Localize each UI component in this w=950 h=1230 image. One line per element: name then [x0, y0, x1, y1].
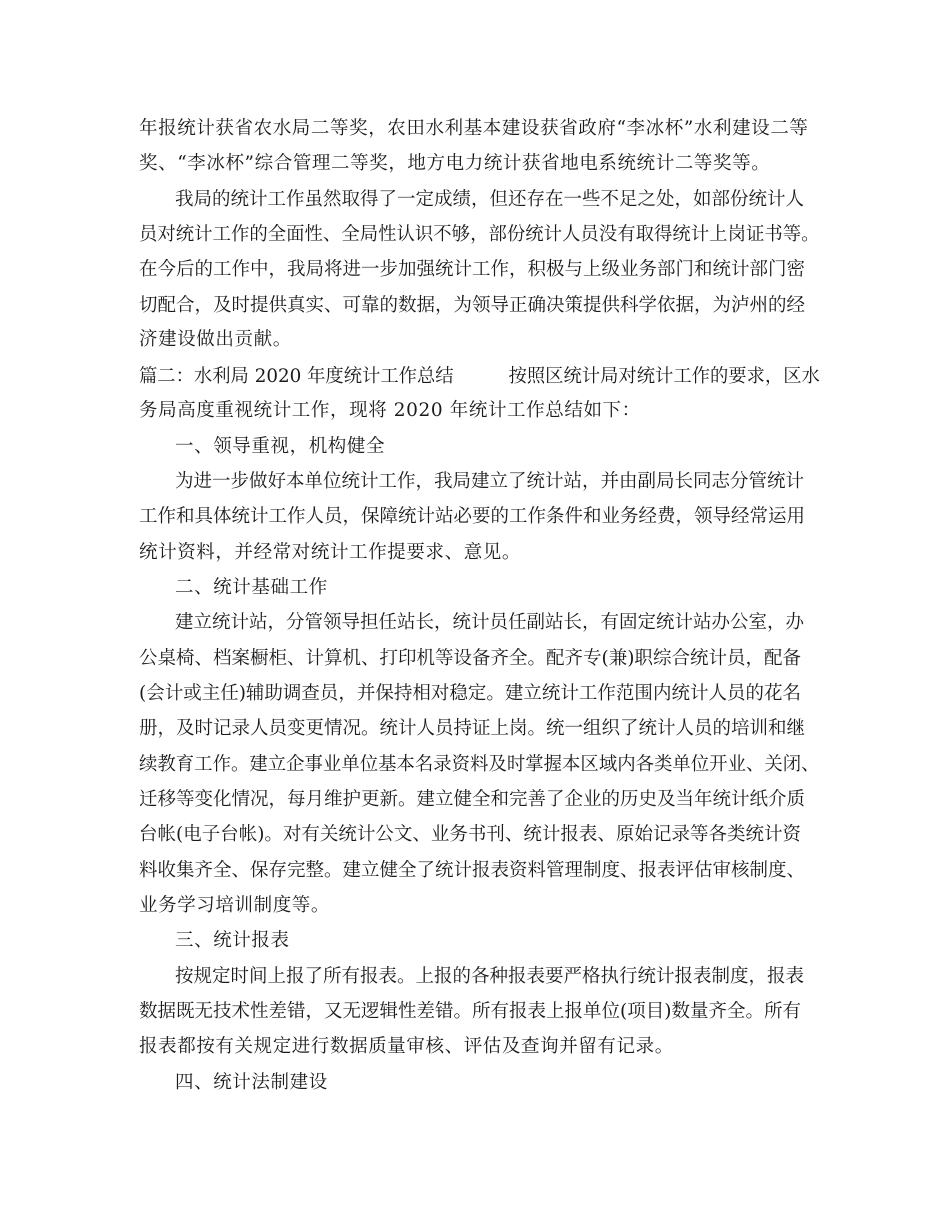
paragraph-start-line: 按规定时间上报了所有报表。上报的各种报表要严格执行统计报表制度，报表: [175, 966, 805, 987]
text-line: 业务学习培训制度等。: [139, 895, 331, 916]
heading-leadership: 一、领导重视，机构健全: [175, 436, 386, 457]
section-title-line: 篇二：水利局 2020 年度统计工作总结 按照区统计局对统计工作的要求，区水: [139, 366, 820, 387]
paragraph-start-line: 我局的统计工作虽然取得了一定成绩，但还存在一些不足之处，如部份统计人: [175, 189, 805, 210]
text-line: 员对统计工作的全面性、全局性认识不够，部份统计人员没有取得统计上岗证书等。: [139, 224, 820, 245]
heading-reports: 三、统计报表: [175, 930, 290, 951]
paragraph-start-line: 建立统计站，分管领导担任站长，统计员任副站长，有固定统计站办公室，办: [175, 612, 805, 633]
text-line: 数据既无技术性差错，又无逻辑性差错。所有报表上报单位(项目)数量齐全。所有: [139, 1001, 801, 1022]
text-line: 工作和具体统计工作人员，保障统计站必要的工作条件和业务经费，领导经常运用: [139, 506, 806, 527]
text-line: 切配合，及时提供真实、可靠的数据，为领导正确决策提供科学依据，为泸州的经: [139, 295, 806, 316]
paragraph-start-line: 为进一步做好本单位统计工作，我局建立了统计站，并由副局长同志分管统计: [175, 471, 805, 492]
text-line: 迁移等变化情况，每月维护更新。建立健全和完善了企业的历史及当年统计纸介质: [139, 789, 806, 810]
text-line: 在今后的工作中，我局将进一步加强统计工作，积极与上级业务部门和统计部门密: [139, 259, 806, 280]
text-line: (会计或主任)辅助调查员，并保持相对稳定。建立统计工作范围内统计人员的花名: [139, 683, 801, 704]
text-line: 济建设做出贡献。: [139, 329, 292, 350]
text-line: 续教育工作。建立企事业单位基本名录资料及时掌握本区域内各类单位开业、关闭、: [139, 754, 820, 775]
heading-legal-system: 四、统计法制建设: [175, 1072, 328, 1093]
heading-basic-work: 二、统计基础工作: [175, 577, 328, 598]
text-line: 报表都按有关规定进行数据质量审核、评估及查询并留有记录。: [139, 1036, 674, 1057]
text-line: 册，及时记录人员变更情况。统计人员持证上岗。统一组织了统计人员的培训和继: [139, 718, 806, 739]
text-line: 年报统计获省农水局二等奖，农田水利基本建设获省政府“李冰杯”水利建设二等: [139, 118, 809, 139]
text-line: 台帐(电子台帐)。对有关统计公文、业务书刊、统计报表、原始记录等各类统计资: [139, 824, 801, 845]
text-line: 奖、“李冰杯”综合管理二等奖，地方电力统计获省地电系统统计二等奖等。: [139, 153, 771, 174]
text-line: 务局高度重视统计工作，现将 2020 年统计工作总结如下：: [139, 400, 641, 421]
text-line: 料收集齐全、保存完整。建立健全了统计报表资料管理制度、报表评估审核制度、: [139, 860, 806, 881]
text-line: 公桌椅、档案橱柜、计算机、打印机等设备齐全。配齐专(兼)职综合统计员，配备: [139, 648, 801, 669]
text-line: 统计资料，并经常对统计工作提要求、意见。: [139, 542, 522, 563]
